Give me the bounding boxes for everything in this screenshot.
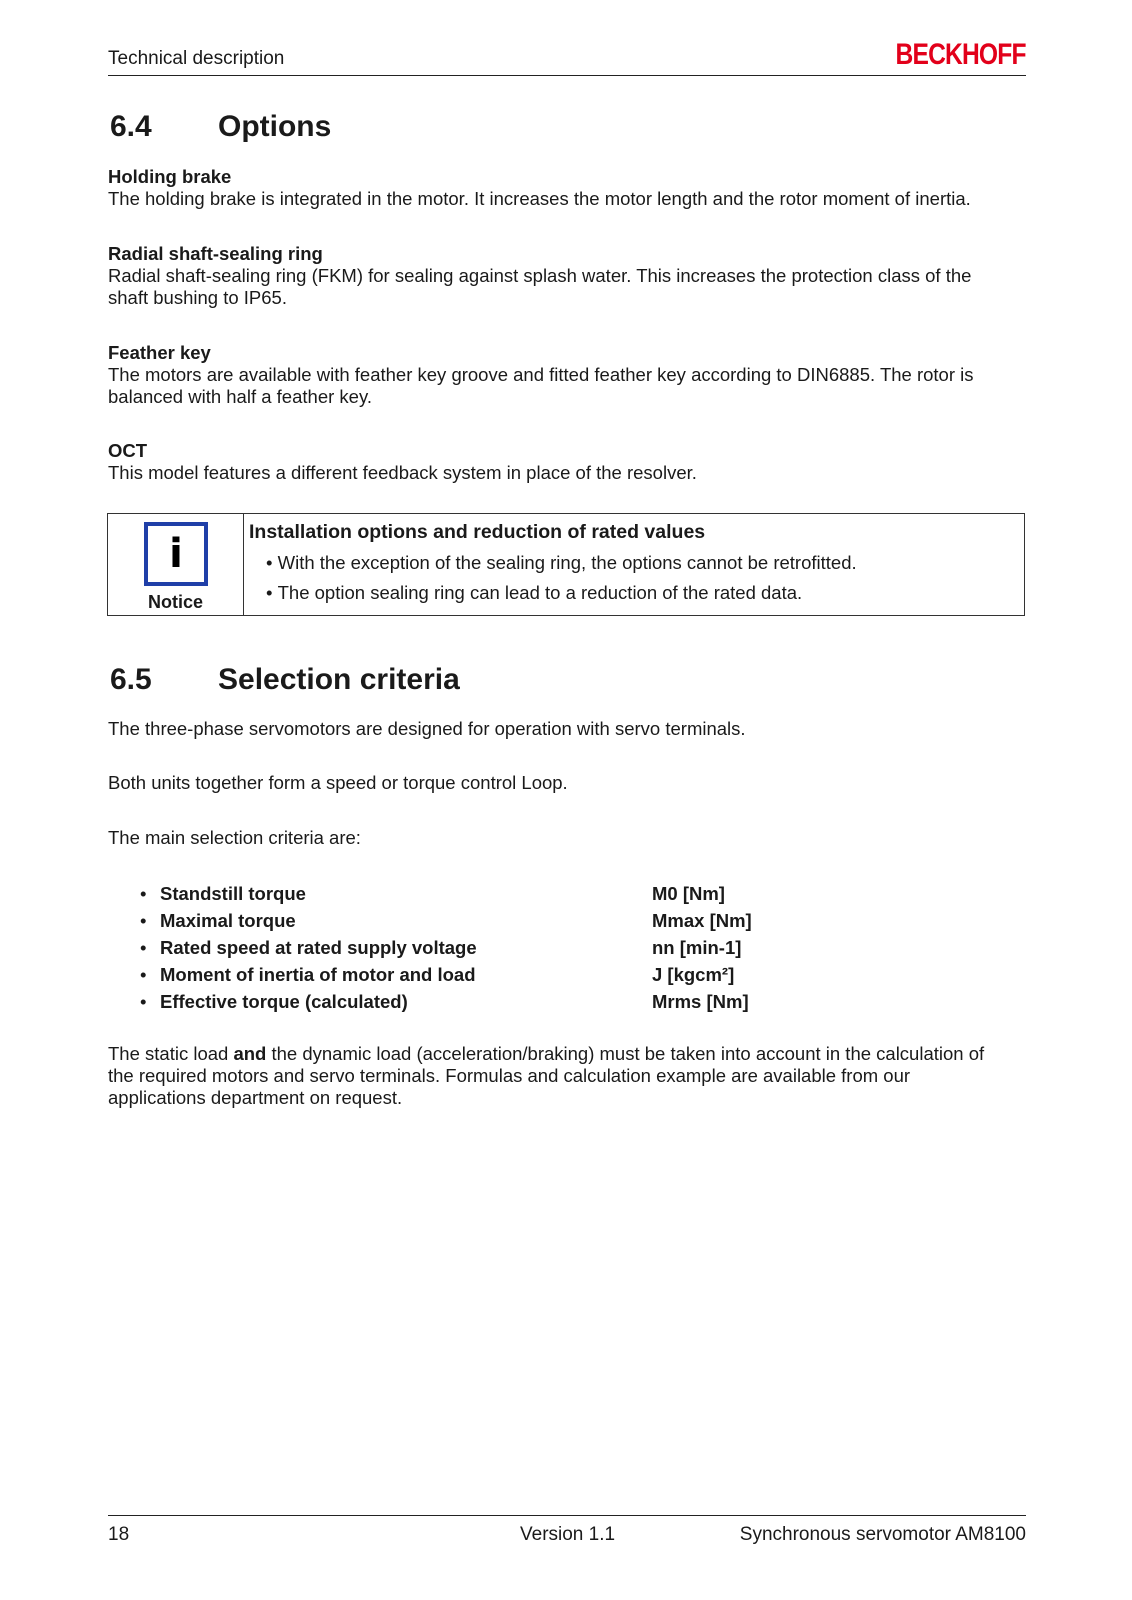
bullet-icon: •	[140, 883, 147, 904]
notice-box	[107, 513, 1025, 616]
option-text	[108, 265, 1008, 309]
bullet-icon: •	[140, 910, 147, 931]
section-title: Options	[218, 110, 332, 143]
option-text	[108, 462, 1008, 484]
footer-rule	[108, 1515, 1026, 1516]
notice-title: Installation options and reduction of rated values	[249, 521, 706, 543]
option-text	[108, 364, 1008, 408]
bullet-icon: •	[266, 582, 278, 603]
option-title: Feather key	[108, 342, 211, 363]
closing-text: The static load	[108, 1043, 234, 1064]
criteria-item	[140, 991, 408, 1013]
closing-emphasis: and	[233, 1043, 267, 1064]
option-text-line: The holding brake is integrated in the motor. It increases the motor length and the rotor moment of inertia.	[108, 188, 971, 209]
criteria-value: M0 [Nm]	[652, 883, 725, 904]
notice-item	[266, 552, 857, 574]
notice-icon-cell	[108, 514, 244, 615]
criteria-name: Effective torque (calculated)	[160, 991, 408, 1012]
notice-item	[266, 582, 802, 604]
section-title: Selection criteria	[218, 663, 460, 696]
notice-item-text: The option sealing ring can lead to a reduction of the rated data.	[277, 582, 803, 603]
product-name: Synchronous servomotor AM8100	[739, 1524, 1026, 1545]
closing-line: the required motors and servo terminals. Formulas and calculation example are available from our	[108, 1065, 911, 1086]
option-text-line: balanced with half a feather key.	[108, 386, 372, 407]
criteria-item	[140, 937, 477, 959]
closing-text: the dynamic load (acceleration/braking) must be taken into account in the calculation of	[266, 1043, 985, 1064]
option-text	[108, 188, 1008, 210]
option-text-line: shaft bushing to IP65.	[108, 287, 287, 308]
option-title: Holding brake	[108, 166, 232, 187]
option-title: Radial shaft-sealing ring	[108, 243, 323, 264]
option-text-line: This model features a different feedback system in place of the resolver.	[108, 462, 697, 483]
criteria-value: J [kgcm²]	[652, 964, 735, 985]
section-number: 6.5	[110, 663, 152, 696]
bullet-icon: •	[140, 964, 147, 985]
page-number: 18	[108, 1524, 130, 1545]
notice-label: Notice	[147, 592, 203, 612]
criteria-item	[140, 964, 476, 986]
header-rule	[108, 75, 1026, 76]
criteria-item	[140, 910, 296, 932]
version-label: Version 1.1	[520, 1524, 616, 1545]
criteria-value: nn [min-1]	[652, 937, 742, 958]
criteria-name: Moment of inertia of motor and load	[160, 964, 476, 985]
option-text-line: The motors are available with feather key groove and fitted feather key according to DIN6885. The rotor is	[108, 364, 974, 385]
header-section-label: Technical description	[108, 48, 285, 69]
bullet-icon: •	[140, 937, 147, 958]
paragraph: The three-phase servomotors are designed for operation with servo terminals.	[108, 718, 746, 739]
paragraph: Both units together form a speed or torque control Loop.	[108, 772, 568, 793]
closing-paragraph	[108, 1043, 1008, 1109]
criteria-item	[140, 883, 306, 905]
bullet-icon: •	[140, 991, 147, 1012]
section-number: 6.4	[110, 110, 152, 143]
criteria-name: Maximal torque	[160, 910, 296, 931]
option-text-line: Radial shaft-sealing ring (FKM) for sealing against splash water. This increases the protection class of the	[108, 265, 972, 286]
criteria-value: Mrms [Nm]	[652, 991, 749, 1012]
notice-item-text: With the exception of the sealing ring, the options cannot be retrofitted.	[277, 552, 857, 573]
criteria-value: Mmax [Nm]	[652, 910, 752, 931]
closing-line	[108, 1043, 1008, 1065]
info-icon	[144, 522, 208, 586]
info-icon-glyph: i	[169, 531, 183, 577]
closing-line: applications department on request.	[108, 1087, 403, 1108]
option-title: OCT	[108, 440, 148, 461]
beckhoff-logo: BECKHOFF	[895, 38, 1026, 71]
criteria-name: Standstill torque	[160, 883, 306, 904]
bullet-icon: •	[266, 552, 278, 573]
paragraph: The main selection criteria are:	[108, 827, 361, 848]
criteria-name: Rated speed at rated supply voltage	[160, 937, 477, 958]
